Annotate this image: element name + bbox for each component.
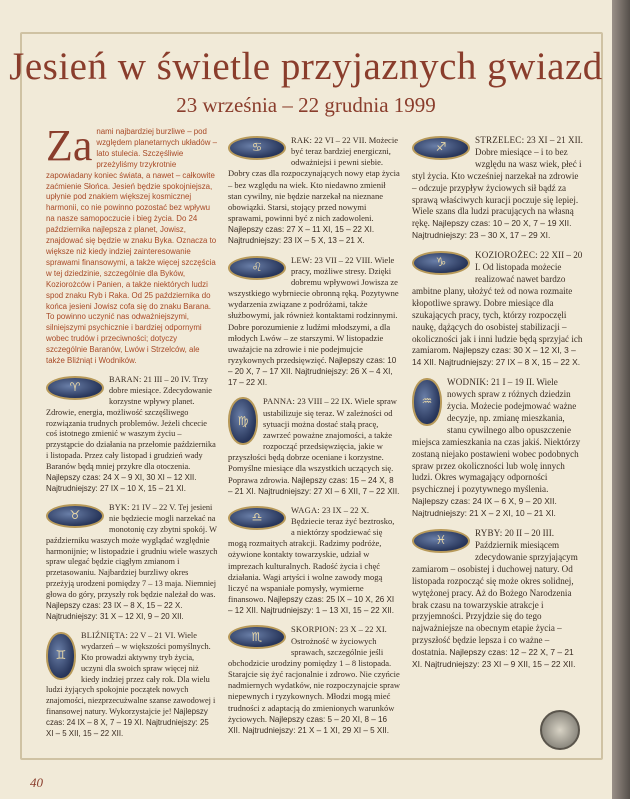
twins-icon bbox=[46, 632, 76, 680]
sign-paragraph bbox=[46, 375, 218, 495]
sign-paragraph bbox=[412, 135, 584, 242]
ram-icon bbox=[46, 376, 104, 400]
sign-text: Październik miesiącem zdecydowanie sprzyjającym zamiarom – osobistej i duchowej natury. Od listopada rozpocząć się może okres solidnej, wytężonej pracy. Aż do Bożego Narodzenia brak czasu na towarzyskie atrakcje i przyjemności. Przyjdzie się do tego najważniejsze na obecnym etapie życia – przyszłość będzie lepsza i co ważne – dostatnia. bbox=[412, 540, 578, 658]
sign-name: BYK: bbox=[109, 502, 130, 512]
sign-text: Wiele spraw ustabilizuje się teraz. W zależności od sytuacji można dostać stałą pracę, zawrzeć poważne znajomości, a także rozpocząć przedsięwzięcia, jakie w przyszłości będą dobrze oceniane i korzystne. Pomyślne miesiące dla wszystkich uczących się. Poprawa zdrowia. bbox=[228, 396, 397, 485]
sign-dates: 21 IV – 22 V. bbox=[131, 502, 177, 512]
scorpion-icon bbox=[228, 625, 286, 649]
scales-icon-glyph: ♎ bbox=[251, 510, 263, 525]
sign-dates: 21 III – 20 IV. bbox=[143, 374, 191, 384]
sign-dates: 20 II – 20 III. bbox=[504, 528, 554, 539]
sign-section-lew bbox=[228, 255, 400, 389]
intro-text: nami najbardziej burzliwe – pod względem planetarnych układów – lato stulecia. Szczęśliwie przeżyliśmy trzykrotnie zapowiadany koniec świata, a nawet – całkowite zaćmienie Słońca. Jesień będzie spokojniejsza, upłynie pod znakiem większej kosmicznej harmonii, co nie powinno pozostać bez wpływu na nasze samopoczucie i bieg życia. Do 24 października najlepsza z planet, Jowisz, znajdować się będzie w znaku Byka. Oznacza to większe niż kiedy indziej zainteresowanie sprawami finansowymi, a także więcej szczęścia w tej dziedzinie, szczególnie dla Byków, Koziorożców i Panien, a także niektórych ludzi spod znaku Ryb i Raka. Od 25 października do końca jesieni Jowisz cofa się do znaku Barana. To powinno uczynić nas odważniejszymi, silniejszymi psychicznie i bardziej odpornymi wobec trudów i przeciwności; dotyczy szczególnie Baranów, Lwów i Strzelców, ale także Bliźniąt i Wodników. bbox=[46, 127, 218, 366]
sign-text: Wiele nowych spraw z różnych dziedzin życia. Możecie podejmować ważne decyzje, np. zmianę mieszkania, stanu cywilnego albo opuszczenie miejsca zamieszkania na czas jakiś. Niektórzy zostaną niejako postawieni wobec podobnych spraw przez okoliczności lub wolę innych ludzi. Okres wymagający odporności psychicznej i pozytywnego myślenia. bbox=[412, 377, 581, 495]
sign-section-waga bbox=[228, 505, 400, 617]
ram-icon-glyph: ♈ bbox=[69, 380, 81, 395]
fish-icon-glyph: ♓ bbox=[435, 533, 447, 548]
sign-name: STRZELEC: bbox=[475, 135, 525, 145]
sign-dates: 23 XI – 21 XII. bbox=[526, 135, 583, 145]
sign-text: Ostrożność w życiowych sprawach, szczególnie jeśli obchodzicie urodziny pomiędzy 1 – 8 listopada. Starajcie się żyć racjonalnie i zdrowo. Nie czyńcie nadmiernych wydatków, nie rozpoczynajcie spraw niepewnych i ryzykownych. Młodzi mogą mieć trudności z adaptacją do zmienionych warunków życiowych. bbox=[228, 635, 400, 724]
archer-icon-glyph: ♐ bbox=[435, 140, 447, 155]
sign-text: Od listopada możecie realizować nawet bardzo ambitne plany, ułożyć też od nowa rozmaite kłopotliwe sprawy. Dobre miesiące dla szukających pracy, tych, którzy rozpoczęli naukę, dążących do osobistej stabilizacji – okoliczności jak i inni ludzie będą sprzyjać ich zamiarom. bbox=[412, 262, 583, 356]
sign-section-wodnik bbox=[412, 377, 584, 520]
sign-name: RYBY: bbox=[475, 528, 503, 539]
sign-dates: 22 XII – 20 I. bbox=[475, 250, 583, 273]
sign-name: BARAN: bbox=[109, 374, 142, 384]
sign-paragraph bbox=[228, 255, 400, 389]
sign-paragraph bbox=[412, 250, 584, 369]
sign-name: KOZIOROŻEC: bbox=[475, 250, 538, 261]
water-bearer-icon-glyph: ♒ bbox=[421, 394, 433, 409]
sign-section-skorpion bbox=[228, 624, 400, 736]
sign-section-baran bbox=[46, 375, 218, 495]
sign-name: WAGA: bbox=[291, 504, 320, 515]
column-2 bbox=[228, 127, 400, 736]
intro-paragraph bbox=[46, 121, 218, 367]
sign-name: WODNIK: bbox=[447, 377, 489, 388]
sign-dates: 23 IX – 22 X. bbox=[321, 504, 369, 515]
sign-best-times: Najlepszy czas: 25 IX – 10 X, 26 XI – 12 XII. Najtrudniejszy: 1 – 13 XI, 15 – 22 XII. bbox=[228, 595, 395, 616]
lion-icon-glyph: ♌ bbox=[251, 259, 263, 274]
sign-best-times: Najlepszy czas: 27 X – 11 XI, 15 – 22 XI. Najtrudniejszy: 23 IX – 5 X, 13 – 21 X. bbox=[228, 225, 375, 246]
fish-icon bbox=[412, 529, 470, 553]
bull-icon-glyph: ♉ bbox=[69, 508, 81, 523]
sign-dates: 23 VIII – 22 IX. bbox=[297, 396, 353, 407]
sign-section-strzelec bbox=[412, 135, 584, 242]
sign-section-blizneta bbox=[46, 631, 218, 740]
sign-dates: 22 VI – 22 VII. bbox=[314, 135, 367, 145]
book-spine bbox=[612, 0, 630, 799]
sign-best-times: Najlepszy czas: 24 IX – 6 X, 9 – 20 XII. Najtrudniejszy: 21 X – 2 XI, 10 – 21 XI. bbox=[412, 496, 557, 519]
sign-paragraph bbox=[228, 396, 400, 496]
crab-icon bbox=[228, 136, 286, 160]
sign-name: RAK: bbox=[291, 135, 313, 145]
sign-name: PANNA: bbox=[263, 396, 296, 407]
sign-best-times: Najlepszy czas: 10 – 20 X, 7 – 19 XII. Najtrudniejszy: 23 – 30 X, 17 – 29 XI. bbox=[412, 218, 572, 241]
sign-text: Trzy dobre miesiące. Zdecydowanie korzystne wpływy planet. Zdrowie, energia, możliwość szczęśliwego rozwiązania trudnych problemów. Jeżeli chcecie coś istotnego zmienić w waszym życiu – przystąpcie do działania na przełomie października i listopada. Przez cały listopad i grudzień wady Baranów będą mniej przykre dla otoczenia. bbox=[46, 374, 216, 472]
column-1 bbox=[46, 121, 218, 740]
crab-icon-glyph: ♋ bbox=[251, 140, 263, 155]
sign-paragraph bbox=[46, 631, 218, 740]
sign-section-ryby bbox=[412, 528, 584, 671]
sign-best-times: Najlepszy czas: 24 IX – 8 X, 7 – 19 XI. Najtrudniejszy: 25 XI – 5 XII, 15 – 22 XII. bbox=[46, 707, 209, 739]
sign-paragraph bbox=[412, 377, 584, 520]
sign-section-panna bbox=[228, 396, 400, 496]
intro-dropcap: Za bbox=[46, 121, 93, 170]
sign-paragraph bbox=[228, 505, 400, 617]
sign-best-times: Najlepszy czas: 12 – 22 X, 7 – 21 XI. Najtrudniejszy: 23 XI – 9 XII, 15 – 22 XII. bbox=[412, 647, 576, 670]
sign-dates: 23 VII – 22 VIII. bbox=[314, 254, 373, 265]
sign-dates: 21 I – 19 II. bbox=[491, 377, 535, 388]
sign-section-byk bbox=[46, 503, 218, 623]
sign-dates: 22 V – 21 VI. bbox=[130, 630, 176, 640]
sign-section-koziorozec bbox=[412, 250, 584, 369]
goat-icon bbox=[412, 251, 470, 275]
sign-dates: 23 X – 22 XI. bbox=[339, 624, 387, 635]
sign-paragraph bbox=[412, 528, 584, 671]
lion-icon bbox=[228, 256, 286, 280]
sign-text: Dobre miesiące – i to bez względu na wasz wiek, płeć i styl życia. Kto wcześniej narzekał na zdrowie – odczuje przypływ życiowych sił bądź za sprawą właściwych kuracji poczuje się lepiej. Wiele szans dla ludzi pracujących na własną rękę. bbox=[412, 146, 582, 229]
sign-paragraph bbox=[46, 503, 218, 623]
archer-icon bbox=[412, 136, 470, 160]
sign-name: SKORPION: bbox=[291, 624, 338, 635]
column-3 bbox=[412, 127, 584, 671]
sign-best-times: Najlepszy czas: 10 – 20 X, 7 – 17 XII. Najtrudniejszy: 26 X – 4 XI, 17 – 22 XI. bbox=[228, 355, 397, 388]
twins-icon-glyph: ♊ bbox=[55, 648, 67, 663]
sign-section-rak bbox=[228, 135, 400, 247]
sign-text: Tej jesieni nie będziecie mogli narzekać na monotonię czy zbytni spokój. W październiku waszych może wyglądać względnie harmonijnie; w listopadzie i grudniu wiele waszych spraw ulegać będzie ciągłym zmianom i przetasowaniu. Najbardziej burzliwy okres przeżyją urodzeni pomiędzy 7 – 13 maja. Niemniej głowa do góry, przyszły rok będzie należał do was. bbox=[46, 502, 218, 600]
sign-text: Będziecie teraz żyć beztrosko, a niektórzy spodziewać się mogą rozmaitych atrakcji. Radzimy podróże, ożywione kontakty towarzyskie, udział w imprezach kulturalnych. Radość życia i chęć działania. Wagi artyści i wolne zawody mogą liczyć na wspaniałe pomysły, wymierne finansowo. bbox=[228, 516, 395, 605]
water-bearer-icon bbox=[412, 378, 442, 426]
sign-paragraph bbox=[228, 624, 400, 736]
sign-best-times: Najlepszy czas: 23 IX – 8 X, 15 – 22 X. Najtrudniejszy: 31 X – 12 XI, 9 – 20 XII. bbox=[46, 601, 184, 621]
sign-best-times: Najlepszy czas: 30 X – 12 XI, 3 – 14 XII. Najtrudniejszy: 27 IX – 8 X, 15 – 22 X. bbox=[412, 345, 581, 368]
virgin-icon bbox=[228, 397, 258, 445]
virgin-icon-glyph: ♍ bbox=[237, 413, 249, 428]
sign-paragraph bbox=[228, 135, 400, 247]
goat-icon-glyph: ♑ bbox=[435, 255, 447, 270]
bull-icon bbox=[46, 504, 104, 528]
sign-best-times: Najlepszy czas: 24 X – 9 XI, 30 XI – 12 XII. Najtrudniejszy: 27 IX – 10 X, 15 – 21 XI. bbox=[46, 473, 197, 493]
sign-best-times: Najlepszy czas: 15 – 24 X, 8 – 21 XI. Najtrudniejszy: 27 XI – 6 XII, 7 – 22 XII. bbox=[228, 475, 400, 496]
page-title: Jesień w świetle przyjaznych gwiazd bbox=[9, 45, 603, 88]
scorpion-icon-glyph: ♏ bbox=[251, 629, 263, 644]
sign-text: Wiele pracy, możliwe stresy. Dzięki dobremu wpływowi Jowisza ze wszystkiego wybrniecie obronną ręką. Pozytywne wydarzenia związane z podróżami, także służbowymi, jak również kontaktami rodzinnymi. Dobre porozumienie z ludźmi młodszymi, a dla młodych Lwów – ze starszymi. W listopadzie uważajcie na zdrowie i nie podejmujcie ryzykownych przedsięwzięć. bbox=[228, 254, 399, 365]
sign-best-times: Najlepszy czas: 5 – 20 XI, 8 – 16 XII. Najtrudniejszy: 21 X – 1 XI, 29 XI – 5 XII. bbox=[228, 714, 390, 735]
sign-text: Wiele wydarzeń – w większości pomyślnych. Kto prowadzi aktywny tryb życia, uczyni dla swoich spraw więcej niż kiedy indziej przez cały rok. Dla wielu ludzi żyjących spokojnie początek nowych znajomości, niezprzecużwalne szanse zawodowej i finansowej natury. Wykorzystajcie je! bbox=[46, 630, 216, 717]
sign-name: BLIŹNIĘTA: bbox=[81, 630, 128, 640]
page-number: 40 bbox=[30, 775, 43, 790]
page-subtitle: 23 września – 22 grudnia 1999 bbox=[176, 93, 436, 117]
decorative-medal-icon bbox=[540, 710, 580, 750]
sign-text: Możecie być teraz bardziej energiczni, odważniejsi i pewni siebie. Dobry czas dla rozpoczynających nowy etap życia – bez względu na wiek. Kto niedawno zmienił stan cywilny, nie będzie narzekał na nieznane obowiązki. Starsi, stojący przed nowymi sprawami, powinni być z nich zadowoleni. bbox=[228, 135, 400, 224]
scales-icon bbox=[228, 506, 286, 530]
sign-name: LEW: bbox=[291, 254, 313, 265]
